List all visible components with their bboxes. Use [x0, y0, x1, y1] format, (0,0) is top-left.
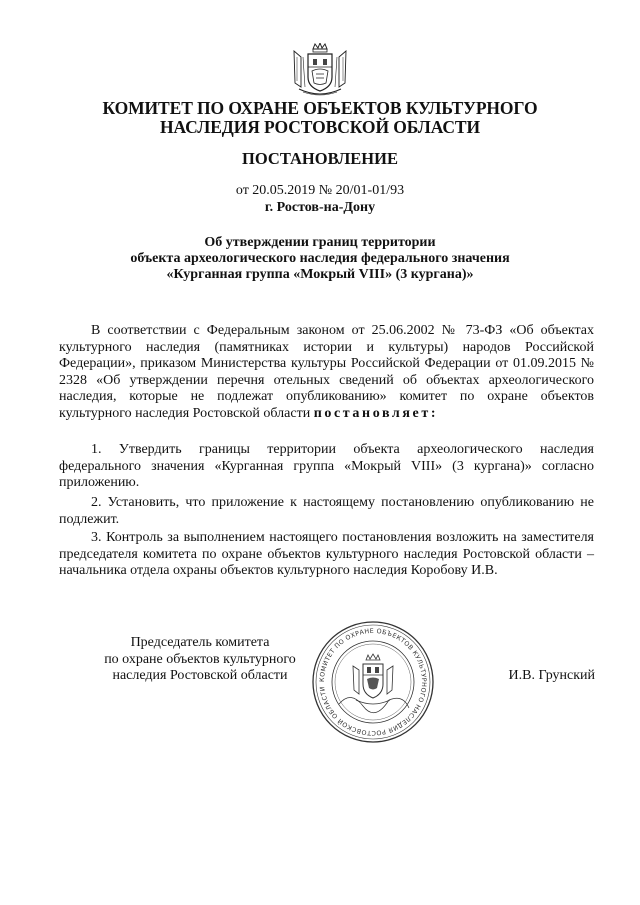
organization-title-line1: КОМИТЕТ ПО ОХРАНЕ ОБЪЕКТОВ КУЛЬТУРНОГО — [102, 98, 538, 118]
document-subject — [0, 235, 640, 283]
signatory-name: И.В. Грунский — [508, 668, 595, 683]
resolution-item-1: 1. Утвердить границы территории объекта археологического наследия федерального значения «Курганная группа «Мокрый VIII» (3 кургана)» согласно приложению. — [59, 442, 594, 491]
subject-line2: объекта археологического наследия федерального значения — [130, 251, 510, 266]
resolves-word: постановляет: — [313, 405, 439, 421]
preamble-paragraph — [59, 323, 594, 423]
date-number: от 20.05.2019 № 20/01-01/93 — [235, 183, 405, 198]
city: г. Ростов-на-Дону — [264, 200, 376, 215]
document-type: ПОСТАНОВЛЕНИЕ — [242, 149, 398, 168]
preamble-text: В соответствии с Федеральным законом от 25.06.2002 № 73-ФЗ «Об объектах культурного наследия (памятниках истории и культуры) народов Российской Федерации», приказом Министерства культуры Российской Федерации от 01.09.2015 № 2328 «Об утверждении перечня отельных сведений об объектах археологического наследия, которые не подлежат опубликованию» комитет по охране объектов культурного наследия Ростовской области — [59, 323, 594, 421]
seal-text: КОМИТЕТ ПО ОХРАНЕ ОБЪЕКТОВ КУЛЬТУРНОГО НАСЛЕДИЯ РОСТОВСКОЙ ОБЛАСТИ — [318, 627, 428, 737]
organization-title-line2: НАСЛЕДИЯ РОСТОВСКОЙ ОБЛАСТИ — [160, 117, 480, 137]
signatory-position-line3: наследия Ростовской области — [112, 668, 288, 683]
signatory-position — [60, 635, 340, 685]
resolution-item-3: 3. Контроль за выполнением настоящего постановления возложить на заместителя председателя комитета по охране объектов культурного наследия Ростовской области – начальника отдела охраны объектов культурного наследия Коробову И.В. — [59, 530, 594, 579]
subject-line3: «Курганная группа «Мокрый VIII» (3 кургана)» — [166, 267, 474, 282]
signatory-position-line1: Председатель комитета — [130, 635, 270, 650]
signatory-position-line2: по охране объектов культурного — [104, 651, 296, 667]
coat-of-arms-icon — [291, 43, 349, 99]
resolution-item-2: 2. Установить, что приложение к настоящему постановлению опубликованию не подлежит. — [59, 495, 594, 527]
official-seal-icon — [311, 620, 435, 744]
organization-title — [0, 99, 640, 137]
subject-line1: Об утверждении границ территории — [204, 235, 436, 250]
